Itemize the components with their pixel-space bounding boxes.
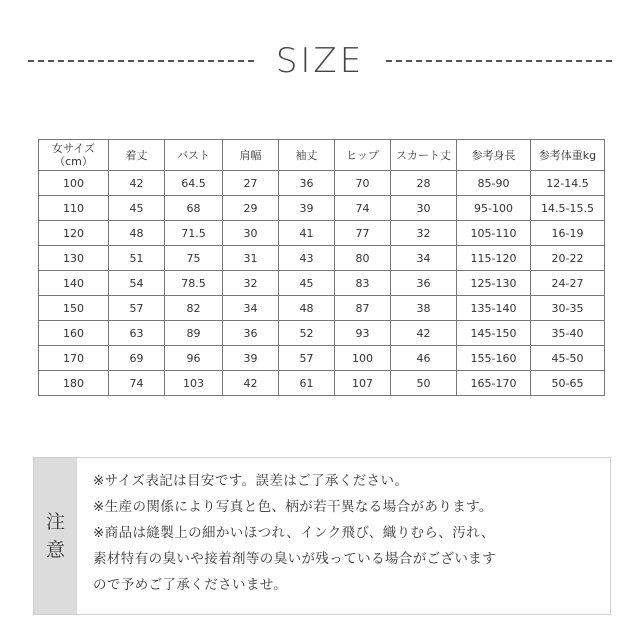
size-table-head [39,140,605,171]
table-cell: 70 [335,171,391,196]
notice-text [79,458,610,614]
table-row [39,246,605,271]
table-cell: 69 [109,346,165,371]
column-header: 女サイズ （cm） [39,140,109,171]
table-row [39,271,605,296]
table-cell: 83 [335,271,391,296]
table-cell: 30 [391,196,457,221]
table-cell: 38 [391,296,457,321]
table-cell: 78.5 [165,271,223,296]
table-cell: 120 [39,221,109,246]
table-cell: 43 [279,246,335,271]
table-row [39,196,605,221]
table-row [39,371,605,396]
notice-box [33,457,611,615]
title-divider-right [386,60,612,62]
table-cell: 45 [109,196,165,221]
table-cell: 61 [279,371,335,396]
table-cell: 27 [223,171,279,196]
table-cell: 45 [279,271,335,296]
table-cell: 28 [391,171,457,196]
table-cell: 115-120 [457,246,531,271]
column-header: 肩幅 [223,140,279,171]
column-header: バスト [165,140,223,171]
table-cell: 42 [391,321,457,346]
title-row [28,38,612,84]
table-cell: 51 [109,246,165,271]
table-cell: 100 [39,171,109,196]
table-cell: 36 [223,321,279,346]
table-cell: 68 [165,196,223,221]
table-cell: 103 [165,371,223,396]
notice-line: ので予めご了承くださいませ。 [93,577,288,593]
table-row [39,321,605,346]
table-cell: 135-140 [457,296,531,321]
table-cell: 39 [279,196,335,221]
column-header: 着丈 [109,140,165,171]
table-cell: 80 [335,246,391,271]
table-cell: 42 [109,171,165,196]
table-row [39,171,605,196]
table-cell: 57 [279,346,335,371]
table-cell: 31 [223,246,279,271]
table-cell: 41 [279,221,335,246]
table-cell: 77 [335,221,391,246]
table-cell: 29 [223,196,279,221]
table-cell: 36 [391,271,457,296]
table-cell: 140 [39,271,109,296]
table-cell: 63 [109,321,165,346]
table-cell: 96 [165,346,223,371]
table-cell: 24-27 [531,271,605,296]
size-table [38,139,605,396]
header-row [39,140,605,171]
table-cell: 48 [279,296,335,321]
table-cell: 36 [279,171,335,196]
size-table-body [39,171,605,396]
table-cell: 52 [279,321,335,346]
table-cell: 46 [391,346,457,371]
table-cell: 95-100 [457,196,531,221]
table-cell: 85-90 [457,171,531,196]
table-cell: 34 [223,296,279,321]
table-cell: 87 [335,296,391,321]
table-cell: 30 [223,221,279,246]
table-cell: 20-22 [531,246,605,271]
table-cell: 93 [335,321,391,346]
table-cell: 165-170 [457,371,531,396]
table-cell: 110 [39,196,109,221]
table-row [39,296,605,321]
table-cell: 75 [165,246,223,271]
table-cell: 160 [39,321,109,346]
table-cell: 82 [165,296,223,321]
table-cell: 145-150 [457,321,531,346]
table-cell: 16-19 [531,221,605,246]
table-cell: 35-40 [531,321,605,346]
notice-line: ※サイズ表記は目安です。誤差はご了承ください。 [93,473,409,489]
table-cell: 50-65 [531,371,605,396]
table-row [39,221,605,246]
page-title: SIZE [275,41,365,81]
table-cell: 89 [165,321,223,346]
notice-label: 注意 [45,511,65,561]
notice-line: 素材特有の臭いや接着剤等の臭いが残っている場合がございます [93,551,497,567]
table-cell: 34 [391,246,457,271]
table-cell: 14.5-15.5 [531,196,605,221]
table-cell: 105-110 [457,221,531,246]
table-row [39,346,605,371]
table-cell: 12-14.5 [531,171,605,196]
table-cell: 125-130 [457,271,531,296]
table-cell: 71.5 [165,221,223,246]
table-cell: 130 [39,246,109,271]
table-cell: 150 [39,296,109,321]
title-divider-left [28,60,254,62]
notice-label-panel [34,458,77,614]
table-cell: 64.5 [165,171,223,196]
table-cell: 32 [223,271,279,296]
table-cell: 100 [335,346,391,371]
table-cell: 74 [335,196,391,221]
table-cell: 45-50 [531,346,605,371]
column-header: 参考身長 [457,140,531,171]
column-header: 参考体重kg [531,140,605,171]
notice-line: ※生産の関係により写真と色、柄が若干異なる場合があります。 [93,499,493,515]
table-cell: 42 [223,371,279,396]
table-cell: 39 [223,346,279,371]
table-cell: 155-160 [457,346,531,371]
table-cell: 107 [335,371,391,396]
table-cell: 74 [109,371,165,396]
table-cell: 30-35 [531,296,605,321]
table-cell: 50 [391,371,457,396]
column-header: スカート丈 [391,140,457,171]
column-header: 袖丈 [279,140,335,171]
table-cell: 48 [109,221,165,246]
table-cell: 32 [391,221,457,246]
table-cell: 54 [109,271,165,296]
notice-line: ※商品は縫製上の細かいほつれ、インク飛び、織りむら、汚れ、 [93,525,495,541]
table-cell: 170 [39,346,109,371]
column-header: ヒップ [335,140,391,171]
table-cell: 57 [109,296,165,321]
table-cell: 180 [39,371,109,396]
